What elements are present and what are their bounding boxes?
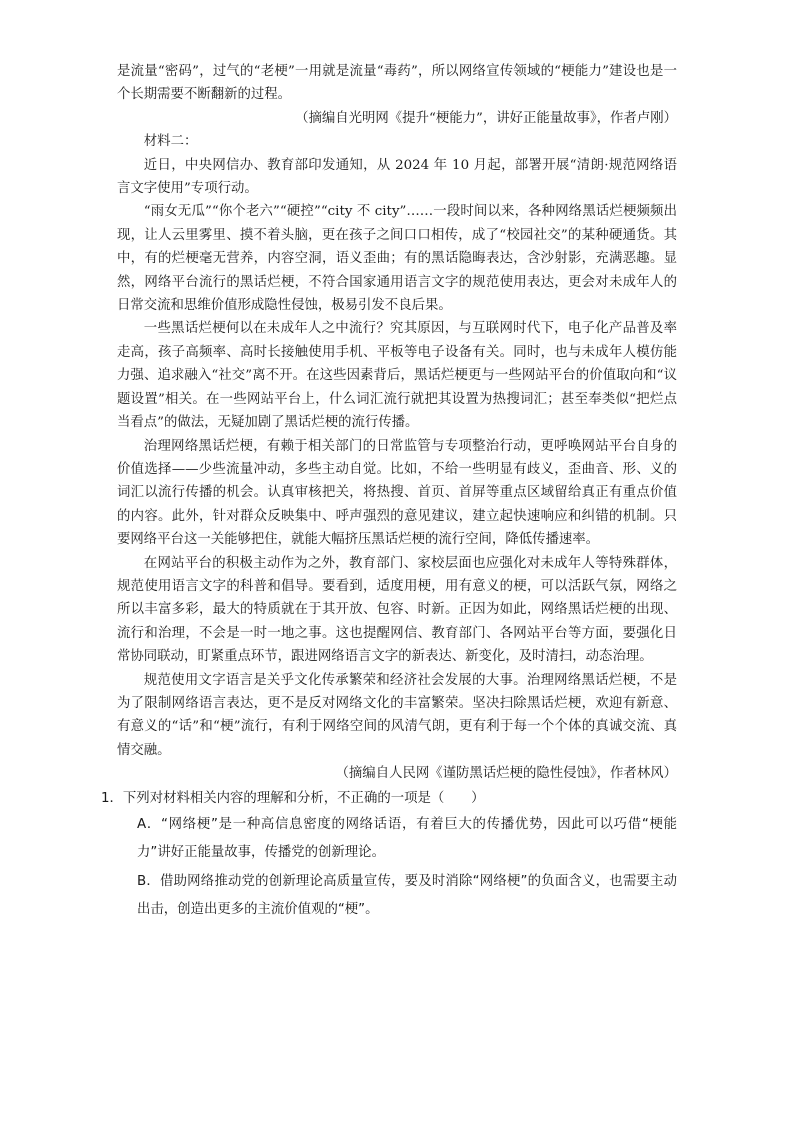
material2-source: （摘编自人民网《谨防黑话烂梗的隐性侵蚀》，作者林风）	[335, 766, 677, 782]
option-a-label: A．	[137, 816, 161, 832]
material2-paragraph: 近日，中央网信办、教育部印发通知，从 2024 年 10 月起，部署开展“清朗·规范网络语言文字使用”专项行动。	[117, 157, 677, 197]
material2-paragraph: 规范使用文字语言是关乎文化传承繁荣和经济社会发展的大事。治理网络黑话烂梗，不是为了限制网络语言表达，更不是反对网络文化的丰富繁荣。坚决扫除黑话烂梗，欢迎有新意、有意义的“话”和“梗”流行，有利于网络空间的风清气朗，更有利于每一个个体的真诚交流、真情交融。	[117, 672, 677, 758]
question-1-option-b	[117, 868, 677, 925]
material1-paragraph-tail: 是流量“密码”，过气的“老梗”一用就是流量“毒药”，所以网络宣传领域的“梗能力”建设也是一个长期需要不断翻新的过程。	[117, 64, 677, 103]
material2-paragraph: 在网站平台的积极主动作为之外，教育部门、家校层面也应强化对未成年人等特殊群体，规范使用语言文字的科普和倡导。要看到，适度用梗，用有意义的梗，可以活跃气氛，网络之所以丰富多彩，最大的特质就在于其开放、包容、时新。正因为如此，网络黑话烂梗的出现、流行和治理，不会是一时一地之事。这也提醒网信、教育部门、各网站平台等方面，要强化日常协同联动，盯紧重点环节，跟进网络语言文字的新表达、新变化，及时清扫，动态治理。	[117, 555, 677, 665]
document-page	[101, 60, 677, 925]
option-a-text: “网络梗”是一种高信息密度的网络话语，有着巨大的传播优势，因此可以巧借“梗能力”讲好正能量故事，传播党的创新理论。	[137, 816, 677, 861]
material2-heading: 材料二：	[143, 134, 198, 150]
question-1-stem: 1．下列对材料相关内容的理解和分析，不正确的一项是（ ）	[101, 790, 485, 806]
material1-source: （摘编自光明网《提升“梗能力”，讲好正能量故事》，作者卢刚）	[295, 110, 677, 126]
option-b-text: 借助网络推动党的创新理论高质量宣传，要及时消除“网络梗”的负面含义，也需要主动出击，创造出更多的主流价值观的“梗”。	[137, 873, 677, 918]
material2-paragraph: 一些黑话烂梗何以在未成年人之中流行？究其原因，与互联网时代下，电子化产品普及率走高，孩子高频率、高时长接触使用手机、平板等电子设备有关。同时，也与未成年人模仿能力强、追求融入“社交”离不开。在这些因素背后，黑话烂梗更与一些网站平台的价值取向和“议题设置”相关。在一些网站平台上，什么词汇流行就把其设置为热搜词汇；甚至奉类似“把烂点当看点”的做法，无疑加剧了黑话烂梗的流行传播。	[117, 321, 677, 431]
option-b-label: B．	[137, 873, 160, 889]
material2-paragraph: 治理网络黑话烂梗，有赖于相关部门的日常监管与专项整治行动，更呼唤网站平台自身的价值选择——少些流量冲动，多些主动自觉。比如，不给一些明显有歧义，歪曲音、形、义的词汇以流行传播的机会。认真审核把关，将热搜、首页、首屏等重点区域留给真正有重点价值的内容。此外，针对群众反映集中、呼声强烈的意见建议，建立起快速响应和纠错的机制。只要网络平台这一关能够把住，就能大幅挤压黑话烂梗的流行空间，降低传播速率。	[117, 438, 677, 548]
question-1-option-a	[117, 811, 677, 868]
material2-paragraph: “雨女无瓜”“你个老六”“硬控”“city 不 city”……一段时间以来，各种网络黑话烂梗频频出现，让人云里雾里、摸不着头脑，更在孩子之间口口相传，成了“校园社交”的某种硬通货。其中，有的烂梗毫无营养，内容空洞，语义歪曲；有的黑话隐晦表达，含沙射影，充满恶趣。显然，网络平台流行的黑话烂梗，不符合国家通用语言文字的规范使用表达，更会对未成年人的日常交流和思维价值形成隐性侵蚀，极易引发不良后果。	[117, 204, 677, 314]
